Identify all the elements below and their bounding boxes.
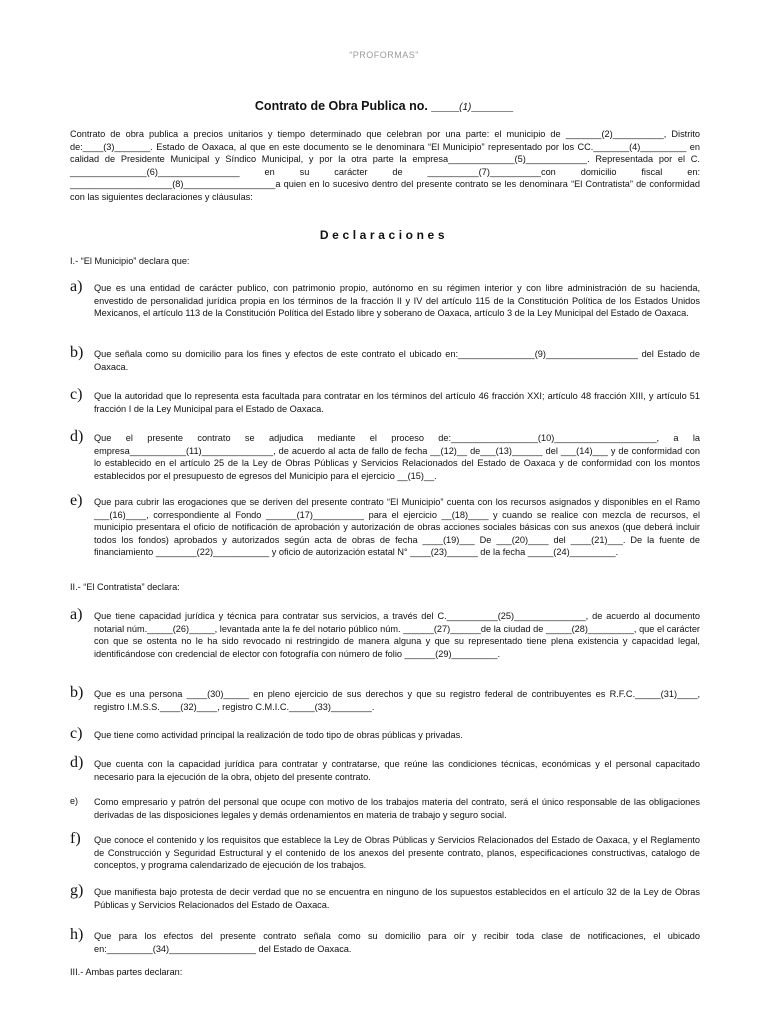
contract-title-tail: ______ bbox=[471, 99, 514, 113]
section-1-item-d bbox=[70, 428, 700, 482]
section-2-item-h bbox=[70, 926, 700, 955]
section-1-item-e bbox=[70, 492, 700, 559]
section-1-heading: I.- “El Municipio” declara que: bbox=[70, 256, 190, 266]
item-letter: a) bbox=[70, 278, 83, 295]
contract-title-number: (1) bbox=[459, 102, 472, 113]
item-letter: d) bbox=[70, 754, 84, 771]
item-text: Que manifiesta bajo protesta de decir verdad que no se encuentra en ninguno de los supuestos establecidos en el artículo 32 de la Ley de Obras Públicas y Servicios Relacionados del Estado de Oaxaca. bbox=[94, 887, 700, 910]
item-letter: e) bbox=[70, 492, 83, 509]
item-letter: a) bbox=[70, 606, 83, 623]
item-text: Que para los efectos del presente contrato señala como su domicilio para oír y recibir toda clase de notificaciones, el ubicado en:_________(34)_________________ del Estado de Oaxaca. bbox=[94, 931, 700, 954]
section-1-item-c bbox=[70, 386, 700, 415]
section-2-item-b bbox=[70, 684, 700, 713]
section-2-item-d bbox=[70, 754, 700, 783]
item-letter: b) bbox=[70, 344, 84, 361]
section-2-heading: II.- “El Contratista” declara: bbox=[70, 582, 180, 592]
section-2-item-g bbox=[70, 882, 700, 911]
item-text: Que es una entidad de carácter publico, con patrimonio propio, autónomo en su régimen interior y con libre administración de su hacienda, envestido de personalidad jurídica propia en los términos de la fracción II y IV del artículo 115 de la Constitución Política de los Estados Unidos Mexicanos, el artículo 113 de la Constitución Política del Estado libre y soberano de Oaxaca, artículo 3 de la Ley Municipal del Estado de Oaxaca. bbox=[94, 283, 700, 319]
section-2-item-e bbox=[70, 796, 700, 821]
item-text: Que conoce el contenido y los requisitos que establece la Ley de Obras Públicas y Servicios Relacionados del Estado de Oaxaca, y el Reglamento de Construcción y Seguridad Estructural y el contenido de los anexos del presente contrato, planos, especificaciones constructivas, catalogo de conceptos, y programa calendarizado de ejecución de los trabajos. bbox=[94, 835, 700, 871]
item-letter: f) bbox=[70, 830, 81, 847]
item-text: Que tiene como actividad principal la realización de todo tipo de obras públicas y privadas. bbox=[94, 730, 463, 740]
item-letter: h) bbox=[70, 926, 84, 943]
section-3-heading: III.- Ambas partes declaran: bbox=[70, 967, 183, 977]
item-text: Que la autoridad que lo representa esta facultada para contratar en los términos del artículo 46 fracción XXI; artículo 48 fracción XIII, y artículo 51 fracción I de la Ley Municipal para el Estado de Oaxaca. bbox=[94, 391, 700, 414]
item-letter: d) bbox=[70, 428, 84, 445]
item-text: Que el presente contrato se adjudica mediante el proceso de:_________________(10)____________________, a la empresa___________(11)______________, de acuerdo al acta de fallo de fecha __(12)__ de___(13)______ del ___(14)___ y de conformidad con lo establecido en el artículo 25 de la Ley de Obras Públicas y Servicios Relacionados del Estado de Oaxaca y de conformidad con los montos establecidos por el presupuesto de egresos del Municipio para el ejercicio __(15)__. bbox=[94, 433, 700, 481]
item-text: Que cuenta con la capacidad jurídica para contratar y contratarse, que reúne las condiciones técnicas, económicas y el personal capacitado necesario para la ejecución de la obra, objeto del presente contrato. bbox=[94, 759, 700, 782]
section-1-item-b bbox=[70, 344, 700, 373]
item-text: Que señala como su domicilio para los fines y efectos de este contrato el ubicado en:_______________(9)__________________ del Estado de Oaxaca. bbox=[94, 349, 700, 372]
contract-title bbox=[0, 99, 768, 113]
item-letter: c) bbox=[70, 725, 83, 742]
declaraciones-heading: Declaraciones bbox=[319, 228, 449, 242]
section-2-item-c bbox=[70, 725, 700, 742]
item-letter: e) bbox=[70, 796, 79, 806]
item-letter: g) bbox=[70, 882, 84, 899]
intro-paragraph: Contrato de obra publica a precios unitarios y tiempo determinado que celebran por una parte: el municipio de _______(2)__________, Distrito de:____(3)_______. Estado de Oaxaca, al que en este documento se le denominara “El Municipio” representado por los CC._______(4)_________ en calidad de Presidente Municipal y Síndico Municipal, y por la otra parte la empresa_____________(5)____________. Representada por el C. _______________(6)________________ en su carácter de __________(7)__________con domicilio fiscal en: ____________________(8)__________________a quien en lo sucesivo dentro del presente contrato se les denominara “El Contratista” de conformidad con las siguientes declaraciones y cláusulas: bbox=[70, 129, 700, 202]
item-text: Que tiene capacidad jurídica y técnica para contratar sus servicios, a través del C.__________(25)______________, de acuerdo al documento notarial núm._____(26)_____, levantada ante la fe del notario público núm. ______(27)______de la ciudad de _____(28)_________, que el carácter con que se ostenta no le ha sido revocado ni restringido de manera alguna y que su representado tiene plena existencia y capacidad legal, identificándose con credencial de elector con fotografía con número de folio ______(29)_________. bbox=[94, 611, 700, 659]
item-text: Que para cubrir las erogaciones que se deriven del presente contrato “El Municipio” cuenta con los recursos asignados y disponibles en el Ramo ___(16)____, correspondiente al Fondo ______(17)__________ para el ejercicio __(18)____ y cuando se realice con mezcla de recursos, el municipio presentara el oficio de notificación de aprobación y autorización de obras acciones sociales básicas con sus anexos (que deberá incluir todos los fondos) aprobados y autorizados según acta de obras de fecha ____(19)___ De ___(20)____ del ____(21)___. De la fuente de financiamiento ________(22)___________ y oficio de autorización estatal N° ____(23)______ de la fecha _____(24)_________. bbox=[94, 497, 700, 558]
item-letter: c) bbox=[70, 386, 83, 403]
proformas-header: “PROFORMAS” bbox=[349, 50, 419, 60]
section-2-item-a bbox=[70, 606, 700, 660]
item-letter: b) bbox=[70, 684, 84, 701]
section-2-item-f bbox=[70, 830, 700, 872]
contract-title-text: Contrato de Obra Publica no. ____ bbox=[254, 99, 460, 113]
item-text: Como empresario y patrón del personal que ocupe con motivo de los trabajos materia del contrato, será el único responsable de las obligaciones derivadas de las disposiciones legales y demás ordenamientos en materia de trabajo y seguro social. bbox=[94, 797, 700, 820]
section-1-item-a bbox=[70, 278, 700, 320]
item-text: Que es una persona ____(30)_____ en pleno ejercicio de sus derechos y que su registro federal de contribuyentes es R.F.C._____(31)____, registro I.M.S.S.____(32)____, registro C.M.I.C._____(33)________. bbox=[94, 689, 700, 712]
